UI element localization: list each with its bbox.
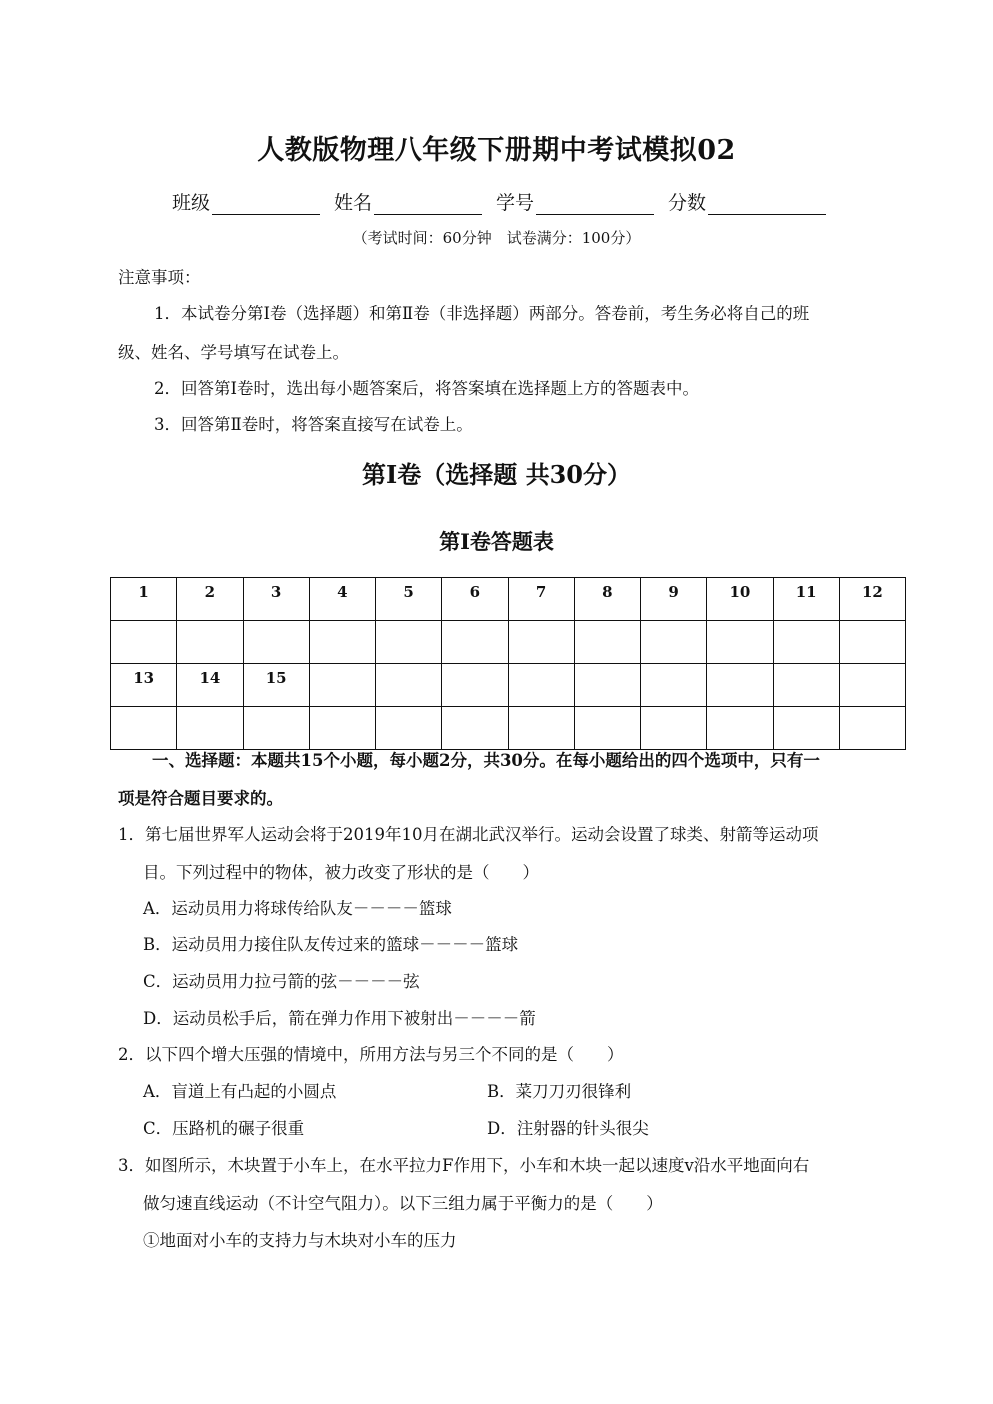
answer-cell[interactable] [641,621,707,664]
table-cell: 2 [177,578,243,621]
id-blank [536,194,654,215]
answer-table [110,577,906,750]
table-cell: 13 [111,664,177,707]
answer-cell[interactable] [442,707,508,750]
part1-heading: 一、选择题：本题共15个小题，每小题2分，共30分。在每小题给出的四个选项中，只有一 [152,751,820,770]
student-info-row [172,188,840,215]
question-2: 2．以下四个增大压强的情境中，所用方法与另三个不同的是（ ） [118,1045,624,1064]
table-cell: 12 [839,578,905,621]
answer-cell[interactable] [773,707,839,750]
table-cell: 10 [707,578,773,621]
id-field [496,188,654,215]
table-cell: 11 [773,578,839,621]
class-label: 班级 [172,192,211,214]
question-3-cont: 做匀速直线运动（不计空气阻力）。以下三组力属于平衡力的是（ ） [143,1194,663,1213]
question-1: 1．第七届世界军人运动会将于2019年10月在湖北武汉举行。运动会设置了球类、射箭等运动项 [118,825,819,844]
q2-option-d: D．注射器的针头很尖 [487,1119,649,1138]
answer-row [111,621,906,664]
question-1-cont: 目。下列过程中的物体，被力改变了形状的是（ ） [143,863,539,882]
answer-cell[interactable] [574,707,640,750]
table-cell [309,664,375,707]
answer-cell[interactable] [111,707,177,750]
notice-item-2: 2．回答第Ⅰ卷时，选出每小题答案后，将答案填在选择题上方的答题表中。 [154,379,700,398]
answer-cell[interactable] [376,707,442,750]
answer-cell[interactable] [442,621,508,664]
notice-heading: 注意事项： [118,268,201,287]
id-label: 学号 [496,192,535,214]
table-cell [773,664,839,707]
answer-cell[interactable] [707,621,773,664]
answer-cell[interactable] [508,621,574,664]
q2-option-b: B．菜刀刀刃很锋利 [487,1082,632,1101]
table-cell: 14 [177,664,243,707]
answer-cell[interactable] [839,621,905,664]
answer-cell[interactable] [376,621,442,664]
notice-item-1-cont: 级、姓名、学号填写在试卷上。 [118,343,349,362]
answer-cell[interactable] [111,621,177,664]
answer-cell[interactable] [243,707,309,750]
answer-cell[interactable] [839,707,905,750]
notice-item-1: 1．本试卷分第Ⅰ卷（选择题）和第Ⅱ卷（非选择题）两部分。答卷前，考生务必将自己的班 [154,304,810,323]
score-blank [708,194,826,215]
q2-option-a: A．盲道上有凸起的小圆点 [143,1082,337,1101]
q1-option-b: B．运动员用力接住队友传过来的篮球－－－－篮球 [143,935,519,954]
table-cell: 5 [376,578,442,621]
answer-cell[interactable] [574,621,640,664]
answer-cell[interactable] [177,707,243,750]
answer-table-header-row [111,578,906,621]
answer-cell[interactable] [243,621,309,664]
table-cell: 4 [309,578,375,621]
question-3: 3．如图所示，木块置于小车上，在水平拉力F作用下，小车和木块一起以速度v沿水平地面向右 [118,1156,810,1175]
answer-row [111,707,906,750]
class-blank [212,194,320,215]
part1-heading-cont: 项是符合题目要求的。 [118,789,283,808]
answer-cell[interactable] [309,621,375,664]
answer-cell[interactable] [508,707,574,750]
table-cell [641,664,707,707]
table-cell: 1 [111,578,177,621]
answer-cell[interactable] [309,707,375,750]
class-field [172,188,320,215]
score-field [668,188,826,215]
q2-option-c: C．压路机的碾子很重 [143,1119,305,1138]
q3-item-1: ①地面对小车的支持力与木块对小车的压力 [143,1231,457,1250]
q1-option-a: A．运动员用力将球传给队友－－－－篮球 [143,899,452,918]
q1-option-c: C．运动员用力拉弓箭的弦－－－－弦 [143,972,420,991]
table-cell: 8 [574,578,640,621]
table-cell: 3 [243,578,309,621]
table-cell [707,664,773,707]
answer-cell[interactable] [707,707,773,750]
score-label: 分数 [668,192,707,214]
table-cell: 6 [442,578,508,621]
table-cell: 15 [243,664,309,707]
section-title: 第Ⅰ卷（选择题 共30分） [362,460,631,489]
exam-title: 人教版物理八年级下册期中考试模拟02 [257,135,736,166]
table-cell: 9 [641,578,707,621]
table-cell [442,664,508,707]
table-cell [508,664,574,707]
q1-option-d: D．运动员松手后，箭在弹力作用下被射出－－－－箭 [143,1009,536,1028]
answer-cell[interactable] [773,621,839,664]
table-cell [574,664,640,707]
name-blank [374,194,482,215]
name-label: 姓名 [334,192,373,214]
notice-item-3: 3．回答第Ⅱ卷时，将答案直接写在试卷上。 [154,415,473,434]
answer-cell[interactable] [177,621,243,664]
answer-table-title: 第Ⅰ卷答题表 [439,529,554,554]
table-cell [376,664,442,707]
exam-time-note: （考试时间：60分钟 试卷满分：100分） [352,229,641,247]
answer-cell[interactable] [641,707,707,750]
table-cell [839,664,905,707]
answer-table-header-row [111,664,906,707]
table-cell: 7 [508,578,574,621]
name-field [334,188,482,215]
